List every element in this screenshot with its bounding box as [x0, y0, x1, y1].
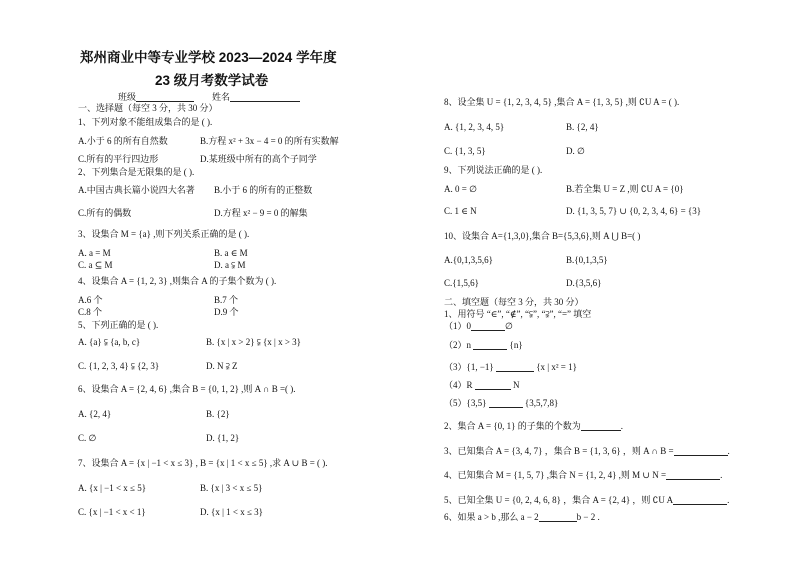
q1-option-c[interactable]: C.所有的平行四边形	[78, 154, 159, 164]
fill-q1-item5-left: （5）{3,5}	[444, 398, 487, 408]
fill-q3-stem: 3、已知集合 A = {3, 4, 7} ，集合 B = {1, 3, 6} ，则 A ∩ B =	[444, 446, 674, 456]
q1-option-a[interactable]: A.小于 6 的所有自然数	[78, 136, 168, 146]
q10-option-b[interactable]: B.{0,1,3,5}	[566, 255, 608, 265]
fill-q4-blank[interactable]	[666, 470, 723, 480]
q4-option-d[interactable]: D.9 个	[214, 307, 239, 317]
fill-q2-blank[interactable]	[581, 421, 621, 431]
q5-option-d[interactable]: D. N ⫌ Z	[206, 361, 238, 371]
fill-q1-item1-left: （1）0	[444, 321, 472, 331]
q9-option-c[interactable]: C. 1 ∈ N	[444, 206, 477, 216]
q10-option-c[interactable]: C.{1,5,6}	[444, 278, 479, 288]
fill-q5-end: .	[727, 495, 730, 505]
q2-option-a[interactable]: A.中国古典长篇小说四大名著	[78, 185, 195, 195]
q1-option-d[interactable]: D.某班级中所有的高个子同学	[200, 154, 317, 164]
fill-q1-item3-blank[interactable]	[496, 362, 534, 372]
q10-stem: 10、设集合 A={1,3,0},集合 B={5,3,6},则 A ⋃ B=( )	[444, 231, 641, 241]
q9-option-d[interactable]: D. {1, 3, 5, 7} ∪ {0, 2, 3, 4, 6} = {3}	[566, 206, 702, 216]
fill-q3	[444, 446, 730, 456]
fill-q3-end: .	[727, 446, 730, 456]
q6-option-a[interactable]: A. {2, 4}	[78, 409, 112, 419]
q7-option-d[interactable]: D. {x | 1 < x ≤ 3}	[200, 507, 263, 517]
fill-q1-item5-blank[interactable]	[489, 398, 523, 408]
q6-option-b[interactable]: B. {2}	[206, 409, 230, 419]
name-field	[212, 92, 300, 102]
q1-option-b[interactable]: B.方程 x² + 3x − 4 = 0 的所有实数解	[200, 136, 339, 146]
fill-q1-item2-blank[interactable]	[473, 340, 507, 350]
fill-q2-end: .	[620, 421, 623, 431]
q4-option-c[interactable]: C.8 个	[78, 307, 103, 317]
fill-q1-item2-left: （2）n	[444, 340, 472, 350]
q7-option-c[interactable]: C. {x | −1 < x < 1}	[78, 507, 146, 517]
q9-option-a[interactable]: A. 0 = ∅	[444, 184, 477, 194]
q5-option-b[interactable]: B. {x | x > 2} ⫋ {x | x > 3}	[206, 337, 301, 347]
name-blank[interactable]	[230, 92, 300, 102]
class-field	[118, 92, 194, 102]
section1-heading: 一、选择题（每空 3 分，共 30 分）	[78, 103, 218, 113]
q9-stem: 9、下列说法正确的是 ( ).	[444, 165, 543, 175]
q6-stem: 6、设集合 A = {2, 4, 6} ,集合 B = {0, 1, 2} ,则 A ∩ B =( ).	[78, 384, 296, 394]
fill-q4	[444, 470, 722, 480]
q10-option-d[interactable]: D.{3,5,6}	[566, 278, 602, 288]
fill-q1-item5-right: {3,5,7,8}	[524, 398, 559, 408]
fill-q1-item5	[444, 398, 558, 408]
fill-q6	[444, 512, 600, 522]
q3-stem: 3、设集合 M = {a} ,则下列关系正确的是 ( ).	[78, 229, 250, 239]
q8-option-a[interactable]: A. {1, 2, 3, 4, 5}	[444, 122, 505, 132]
fill-q5-blank[interactable]	[673, 495, 730, 505]
q3-option-a[interactable]: A. a = M	[78, 248, 111, 258]
q8-option-d[interactable]: D. ∅	[566, 146, 585, 156]
q7-stem: 7、设集合 A = {x | −1 < x ≤ 3} , B = {x | 1 < x ≤ 5} ,求 A ∪ B = ( ).	[78, 458, 328, 468]
fill-q4-stem: 4、已知集合 M = {1, 5, 7} ,集合 N = {1, 2, 4} ,则 M ∪ N =	[444, 470, 667, 480]
q7-option-a[interactable]: A. {x | −1 < x ≤ 5}	[78, 483, 147, 493]
q1-stem: 1、下列对象不能组成集合的是 ( ).	[78, 117, 213, 127]
name-label: 姓名	[212, 92, 231, 102]
q4-option-b[interactable]: B.7 个	[214, 295, 239, 305]
q10-option-a[interactable]: A.{0,1,3,5,6}	[444, 255, 493, 265]
fill-q4-end: .	[720, 470, 723, 480]
fill-q6-blank[interactable]	[539, 512, 577, 522]
fill-q5	[444, 495, 729, 505]
q2-option-b[interactable]: B.小于 6 的所有的正整数	[214, 185, 313, 195]
q6-option-d[interactable]: D. {1, 2}	[206, 433, 240, 443]
section2-heading: 二、填空题（每空 3 分，共 30 分）	[444, 297, 584, 307]
fill-q1-item1-blank[interactable]	[471, 321, 505, 331]
fill-q1-item3-right: {x | x² = 1}	[536, 362, 577, 372]
class-blank[interactable]	[136, 92, 194, 102]
fill-q1-stem: 1、用符号 “∈”, “∉”, “⫋”, “⫌”, “=” 填空	[444, 309, 592, 319]
q5-stem: 5、下列正确的是 ( ).	[78, 320, 159, 330]
fill-q6-stem: 6、如果 a > b ,那么 a − 2	[444, 512, 539, 522]
fill-q1-item4-left: （4）R	[444, 380, 473, 390]
fill-q1-item3-left: （3）{1, −1}	[444, 362, 494, 372]
class-label: 班级	[118, 92, 137, 102]
fill-q6-end: b − 2 .	[576, 512, 600, 522]
q4-stem: 4、设集合 A = {1, 2, 3} ,则集合 A 的子集个数为 ( ).	[78, 276, 277, 286]
fill-q1-item1	[444, 321, 513, 331]
q5-option-a[interactable]: A. {a} ⫋ {a, b, c}	[78, 337, 141, 347]
fill-q1-item2-right: {n}	[509, 340, 523, 350]
q5-option-c[interactable]: C. {1, 2, 3, 4} ⫋ {2, 3}	[78, 361, 160, 371]
fill-q1-item4-right: N	[513, 380, 520, 390]
fill-q1-item2	[444, 340, 523, 350]
exam-title-line1: 郑州商业中等专业学校 2023—2024 学年度	[80, 50, 337, 65]
fill-q1-item3	[444, 362, 577, 372]
fill-q1-item1-right: ∅	[505, 321, 513, 331]
q3-option-c[interactable]: C. a ⊆ M	[78, 260, 113, 270]
fill-q1-item4-blank[interactable]	[475, 380, 511, 390]
q9-option-b[interactable]: B.若全集 U = Z ,则 ∁U A = {0}	[566, 184, 684, 194]
q2-stem: 2、下列集合是无限集的是 ( ).	[78, 167, 195, 177]
q3-option-b[interactable]: B. a ∈ M	[214, 248, 248, 258]
q2-option-c[interactable]: C.所有的偶数	[78, 208, 132, 218]
q8-option-b[interactable]: B. {2, 4}	[566, 122, 599, 132]
exam-title-line2: 23 级月考数学试卷	[155, 73, 269, 88]
fill-q1-item4	[444, 380, 520, 390]
q8-stem: 8、设全集 U = {1, 2, 3, 4, 5} ,集合 A = {1, 3, 5} ,则 ∁U A = ( ).	[444, 97, 680, 107]
q2-option-d[interactable]: D.方程 x² − 9 = 0 的解集	[214, 208, 308, 218]
fill-q2	[444, 421, 623, 431]
q3-option-d[interactable]: D. a ⫋ M	[214, 260, 246, 270]
fill-q5-stem: 5、已知全集 U = {0, 2, 4, 6, 8} ，集合 A = {2, 4} ，则 ∁U A	[444, 495, 674, 505]
fill-q3-blank[interactable]	[674, 446, 728, 456]
q7-option-b[interactable]: B. {x | 3 < x ≤ 5}	[200, 483, 263, 493]
fill-q2-stem: 2、集合 A = {0, 1} 的子集的个数为	[444, 421, 581, 431]
q4-option-a[interactable]: A.6 个	[78, 295, 103, 305]
q8-option-c[interactable]: C. {1, 3, 5}	[444, 146, 486, 156]
q6-option-c[interactable]: C. ∅	[78, 433, 97, 443]
